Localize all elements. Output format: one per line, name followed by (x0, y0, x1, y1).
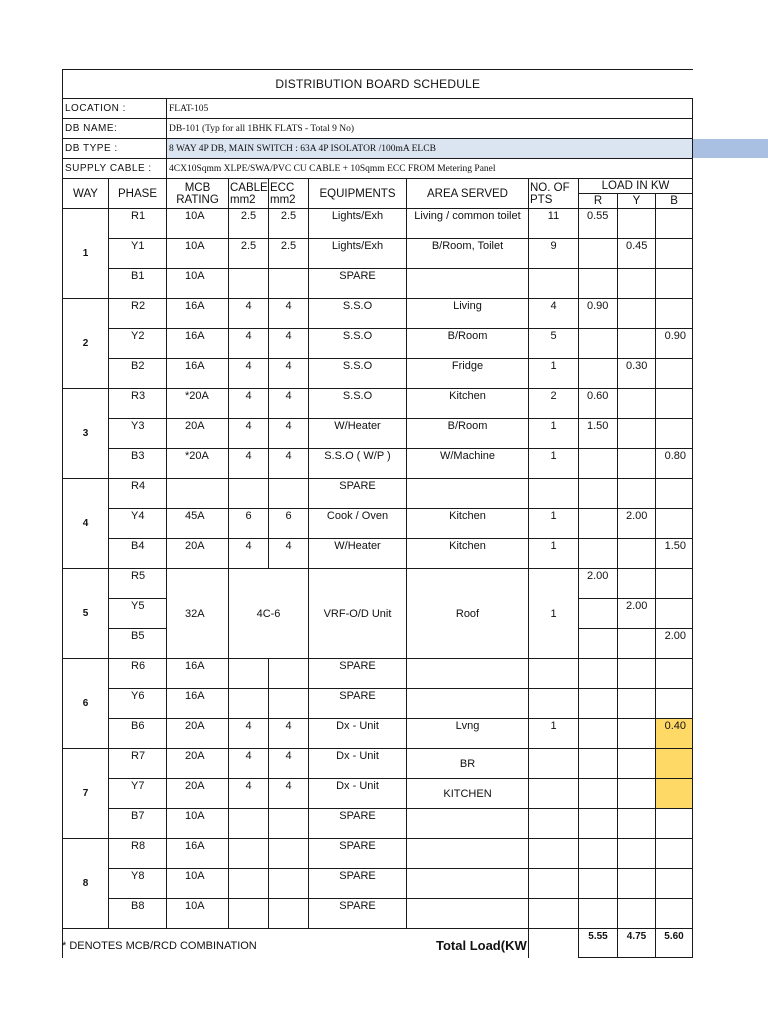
header-b: B (656, 194, 693, 209)
cable-cell[interactable]: 4 (229, 359, 269, 389)
load-b-cell[interactable] (656, 779, 693, 809)
load-b-cell[interactable]: 1.50 (656, 539, 693, 569)
mcb-cell[interactable]: *20A (167, 389, 229, 419)
ecc-cell[interactable] (269, 269, 309, 299)
table-row (63, 509, 693, 539)
area-cell[interactable]: Roof (407, 569, 529, 659)
mcb-cell[interactable]: 20A (167, 539, 229, 569)
load-y-cell[interactable]: 0.45 (618, 239, 656, 269)
mcb-cell[interactable]: 20A (167, 779, 229, 809)
ecc-cell[interactable] (269, 689, 309, 719)
sheet-title: DISTRIBUTION BOARD SCHEDULE (63, 70, 693, 99)
equipment-cell[interactable]: VRF-O/D Unit (309, 569, 407, 659)
load-b-cell[interactable] (656, 389, 693, 419)
header-way: WAY (63, 179, 109, 209)
pts-cell[interactable]: 1 (529, 509, 579, 539)
cable-cell[interactable]: 4 (229, 449, 269, 479)
cable-cell[interactable] (229, 269, 269, 299)
area-cell[interactable]: BR (407, 749, 529, 779)
pts-cell[interactable]: 1 (529, 449, 579, 479)
load-y-cell[interactable]: 2.00 (618, 509, 656, 539)
table-row (63, 539, 693, 569)
load-r-cell[interactable] (579, 719, 618, 749)
way-number: 2 (63, 299, 109, 389)
load-y-cell[interactable] (618, 749, 656, 779)
header-area-served: AREA SERVED (407, 179, 529, 209)
area-cell[interactable]: Lvng (407, 719, 529, 749)
table-row (63, 329, 693, 359)
equipment-cell[interactable]: SPARE (309, 689, 407, 719)
pts-cell[interactable]: 5 (529, 329, 579, 359)
load-b-cell[interactable] (656, 209, 693, 239)
equipment-cell[interactable]: SPARE (309, 839, 407, 869)
mcb-cell[interactable]: 10A (167, 869, 229, 899)
location-label: LOCATION : (63, 99, 167, 119)
header-mcb: MCB RATING (167, 179, 229, 209)
load-b-cell[interactable] (656, 569, 693, 599)
load-r-cell[interactable] (579, 869, 618, 899)
load-y-cell[interactable] (618, 389, 656, 419)
load-r-cell[interactable]: 0.90 (579, 299, 618, 329)
mcb-cell[interactable]: 32A (167, 569, 229, 659)
load-b-cell[interactable] (656, 299, 693, 329)
load-b-cell[interactable] (656, 689, 693, 719)
load-r-cell[interactable]: 0.60 (579, 389, 618, 419)
load-b-cell[interactable]: 0.80 (656, 449, 693, 479)
load-r-cell[interactable] (579, 239, 618, 269)
ecc-cell[interactable] (269, 659, 309, 689)
header-phase: PHASE (109, 179, 167, 209)
phase-cell[interactable]: B6 (109, 719, 167, 749)
equipment-cell[interactable]: SPARE (309, 269, 407, 299)
load-r-cell[interactable] (579, 359, 618, 389)
way-number: 1 (63, 209, 109, 299)
equipment-cell[interactable]: SPARE (309, 899, 407, 929)
equipment-cell[interactable]: S.S.O (309, 359, 407, 389)
ecc-cell[interactable]: 6 (269, 509, 309, 539)
cable-cell[interactable] (229, 809, 269, 839)
equipment-cell[interactable]: Lights/Exh (309, 209, 407, 239)
phase-cell[interactable]: Y6 (109, 689, 167, 719)
db-name-label: DB NAME: (63, 119, 167, 139)
mcb-cell[interactable] (167, 479, 229, 509)
ecc-cell[interactable]: 4 (269, 389, 309, 419)
mcb-cell[interactable]: 10A (167, 209, 229, 239)
load-r-cell[interactable] (579, 329, 618, 359)
cable-cell[interactable] (229, 689, 269, 719)
load-r-cell[interactable] (579, 539, 618, 569)
mcb-cell[interactable]: 10A (167, 269, 229, 299)
load-y-cell[interactable] (618, 539, 656, 569)
table-row (63, 839, 693, 869)
way-number: 8 (63, 839, 109, 929)
load-b-cell[interactable]: 0.40 (656, 719, 693, 749)
load-y-cell[interactable]: 0.30 (618, 359, 656, 389)
phase-cell[interactable]: Y2 (109, 329, 167, 359)
location-value[interactable]: FLAT-105 (167, 99, 693, 119)
load-y-cell[interactable] (618, 779, 656, 809)
ways-1-4 (63, 209, 693, 569)
ecc-cell[interactable]: 4 (269, 449, 309, 479)
load-b-cell[interactable] (656, 269, 693, 299)
load-r-cell[interactable] (579, 839, 618, 869)
mcb-cell[interactable]: *20A (167, 449, 229, 479)
cable-cell[interactable]: 4 (229, 419, 269, 449)
ecc-cell[interactable]: 4 (269, 329, 309, 359)
area-cell[interactable]: Living (407, 299, 529, 329)
cable-cell[interactable]: 2.5 (229, 209, 269, 239)
cable-cell[interactable]: 4 (229, 719, 269, 749)
load-r-cell[interactable] (579, 779, 618, 809)
cable-cell[interactable] (229, 479, 269, 509)
equipment-cell[interactable]: SPARE (309, 809, 407, 839)
pts-cell[interactable] (529, 839, 579, 869)
total-b-cell[interactable]: 5.60 (656, 929, 693, 958)
phase-cell[interactable]: R6 (109, 659, 167, 689)
equipment-cell[interactable]: Dx - Unit (309, 749, 407, 779)
mcb-cell[interactable]: 16A (167, 659, 229, 689)
area-cell[interactable] (407, 809, 529, 839)
supply-cable-value[interactable]: 4CX10Sqmm XLPE/SWA/PVC CU CABLE + 10Sqmm ECC FROM Metering Panel (167, 159, 693, 179)
ecc-cell[interactable] (269, 839, 309, 869)
pts-cell[interactable]: 1 (529, 359, 579, 389)
phase-cell[interactable]: Y4 (109, 509, 167, 539)
phase-cell[interactable]: R5 (109, 569, 167, 599)
pts-cell[interactable]: 1 (529, 569, 579, 659)
phase-cell[interactable]: R7 (109, 749, 167, 779)
phase-cell[interactable]: B1 (109, 269, 167, 299)
phase-cell[interactable]: Y1 (109, 239, 167, 269)
cable-cell[interactable]: 4 (229, 539, 269, 569)
mcb-cell[interactable]: 10A (167, 809, 229, 839)
load-b-cell[interactable] (656, 239, 693, 269)
equipment-cell[interactable]: Dx - Unit (309, 719, 407, 749)
equipment-cell[interactable]: SPARE (309, 869, 407, 899)
mcb-cell[interactable]: 20A (167, 749, 229, 779)
pts-cell[interactable] (529, 779, 579, 809)
load-y-cell[interactable] (618, 899, 656, 929)
ecc-cell[interactable]: 4 (269, 539, 309, 569)
area-cell[interactable] (407, 869, 529, 899)
phase-cell[interactable]: Y3 (109, 419, 167, 449)
load-b-cell[interactable] (656, 749, 693, 779)
ecc-cell[interactable]: 4 (269, 779, 309, 809)
table-row (63, 869, 693, 899)
selection-highlight-strip (692, 139, 768, 158)
load-b-cell[interactable] (656, 509, 693, 539)
mcb-cell[interactable]: 20A (167, 419, 229, 449)
ecc-cell[interactable] (269, 869, 309, 899)
load-y-cell[interactable]: 2.00 (618, 599, 656, 629)
load-r-cell[interactable] (579, 509, 618, 539)
mcb-cell[interactable]: 16A (167, 689, 229, 719)
header-r: R (579, 194, 618, 209)
table-row (63, 809, 693, 839)
phase-cell[interactable]: R2 (109, 299, 167, 329)
load-y-cell[interactable] (618, 659, 656, 689)
load-r-cell[interactable] (579, 749, 618, 779)
load-y-cell[interactable] (618, 869, 656, 899)
pts-cell[interactable]: 2 (529, 389, 579, 419)
area-cell[interactable]: Kitchen (407, 539, 529, 569)
phase-cell[interactable]: B7 (109, 809, 167, 839)
equipment-cell[interactable]: Lights/Exh (309, 239, 407, 269)
cable-cell[interactable] (229, 839, 269, 869)
cable-cell[interactable]: 4 (229, 749, 269, 779)
header-y: Y (618, 194, 656, 209)
equipment-cell[interactable]: S.S.O (309, 329, 407, 359)
load-y-cell[interactable] (618, 809, 656, 839)
load-b-cell[interactable] (656, 869, 693, 899)
phase-cell[interactable]: B8 (109, 899, 167, 929)
load-r-cell[interactable] (579, 659, 618, 689)
load-r-cell[interactable] (579, 449, 618, 479)
table-row (63, 749, 693, 779)
area-cell[interactable] (407, 479, 529, 509)
area-cell[interactable] (407, 659, 529, 689)
ecc-cell[interactable] (269, 899, 309, 929)
way-number: 4 (63, 479, 109, 569)
header-equipments: EQUIPMENTS (309, 179, 407, 209)
phase-cell[interactable]: R3 (109, 389, 167, 419)
area-cell[interactable]: KITCHEN (407, 779, 529, 809)
load-r-cell[interactable] (579, 599, 618, 629)
table-row (63, 689, 693, 719)
area-cell[interactable]: Living / common toilet (407, 209, 529, 239)
load-y-cell[interactable] (618, 839, 656, 869)
table-row (63, 209, 693, 239)
mcb-cell[interactable]: 45A (167, 509, 229, 539)
phase-cell[interactable]: Y7 (109, 779, 167, 809)
db-type-value[interactable]: 8 WAY 4P DB, MAIN SWITCH : 63A 4P ISOLATOR /100mA ELCB (167, 139, 693, 159)
db-name-value[interactable]: DB-101 (Typ for all 1BHK FLATS - Total 9 No) (167, 119, 693, 139)
load-r-cell[interactable]: 1.50 (579, 419, 618, 449)
pts-cell[interactable] (529, 659, 579, 689)
load-y-cell[interactable] (618, 329, 656, 359)
pts-cell[interactable] (529, 809, 579, 839)
area-cell[interactable] (407, 839, 529, 869)
mcb-cell[interactable]: 16A (167, 839, 229, 869)
load-b-cell[interactable] (656, 899, 693, 929)
distribution-board-schedule (62, 69, 692, 958)
total-r-cell[interactable]: 5.55 (579, 929, 618, 958)
total-y-cell[interactable]: 4.75 (618, 929, 656, 958)
equipment-cell[interactable]: S.S.O ( W/P ) (309, 449, 407, 479)
area-cell[interactable]: B/Room, Toilet (407, 239, 529, 269)
cable-cell[interactable] (229, 869, 269, 899)
equipment-cell[interactable]: W/Heater (309, 539, 407, 569)
ways-6-8 (63, 659, 693, 929)
ecc-cell[interactable]: 4 (269, 719, 309, 749)
pts-cell[interactable] (529, 479, 579, 509)
phase-cell[interactable]: Y8 (109, 869, 167, 899)
equipment-cell[interactable]: W/Heater (309, 419, 407, 449)
load-y-cell[interactable] (618, 449, 656, 479)
pts-cell[interactable]: 11 (529, 209, 579, 239)
cable-cell[interactable]: 4C-6 (229, 569, 309, 659)
area-cell[interactable]: Kitchen (407, 389, 529, 419)
supply-cable-label: SUPPLY CABLE : (63, 159, 167, 179)
header-ecc: ECC mm2 (269, 179, 309, 209)
load-b-cell[interactable] (656, 659, 693, 689)
db-type-label: DB TYPE : (63, 139, 167, 159)
pts-cell[interactable] (529, 749, 579, 779)
load-r-cell[interactable] (579, 269, 618, 299)
table-row (63, 359, 693, 389)
load-y-cell[interactable] (618, 479, 656, 509)
header-cable: CABLE mm2 (229, 179, 269, 209)
total-load-label: Total Load(KW (436, 938, 527, 953)
equipment-cell[interactable]: Dx - Unit (309, 779, 407, 809)
load-b-cell[interactable] (656, 479, 693, 509)
phase-cell[interactable]: B5 (109, 629, 167, 659)
load-b-cell[interactable] (656, 419, 693, 449)
pts-cell[interactable] (529, 869, 579, 899)
load-b-cell[interactable] (656, 359, 693, 389)
way-number: 5 (63, 569, 109, 659)
phase-cell[interactable]: B3 (109, 449, 167, 479)
phase-cell[interactable]: B4 (109, 539, 167, 569)
area-cell[interactable] (407, 689, 529, 719)
header-no-of-pts: NO. OF PTS (529, 179, 579, 209)
table-row (63, 419, 693, 449)
load-y-cell[interactable] (618, 569, 656, 599)
table-row (63, 269, 693, 299)
table-row (63, 719, 693, 749)
load-r-cell[interactable]: 0.55 (579, 209, 618, 239)
load-y-cell[interactable] (618, 719, 656, 749)
table-row (63, 449, 693, 479)
schedule-table (62, 69, 693, 958)
way-number: 3 (63, 389, 109, 479)
pts-cell[interactable] (529, 689, 579, 719)
load-y-cell[interactable] (618, 629, 656, 659)
ecc-cell[interactable]: 4 (269, 359, 309, 389)
ecc-cell[interactable] (269, 809, 309, 839)
equipment-cell[interactable]: Cook / Oven (309, 509, 407, 539)
total-spacer (529, 929, 579, 958)
cable-cell[interactable]: 4 (229, 389, 269, 419)
area-cell[interactable]: B/Room (407, 329, 529, 359)
load-b-cell[interactable] (656, 599, 693, 629)
load-y-cell[interactable] (618, 299, 656, 329)
equipment-cell[interactable]: S.S.O (309, 389, 407, 419)
phase-cell[interactable]: B2 (109, 359, 167, 389)
mcb-cell[interactable]: 16A (167, 299, 229, 329)
ecc-cell[interactable]: 2.5 (269, 209, 309, 239)
cable-cell[interactable]: 2.5 (229, 239, 269, 269)
table-row (63, 899, 693, 929)
way-number: 7 (63, 749, 109, 839)
pts-cell[interactable] (529, 899, 579, 929)
load-r-cell[interactable] (579, 689, 618, 719)
mcb-cell[interactable]: 10A (167, 899, 229, 929)
cable-cell[interactable] (229, 899, 269, 929)
mcb-cell[interactable]: 10A (167, 239, 229, 269)
cable-cell[interactable] (229, 659, 269, 689)
pts-cell[interactable]: 9 (529, 239, 579, 269)
cable-cell[interactable]: 4 (229, 329, 269, 359)
load-r-cell[interactable] (579, 479, 618, 509)
cable-cell[interactable]: 4 (229, 779, 269, 809)
load-b-cell[interactable] (656, 809, 693, 839)
area-cell[interactable]: W/Machine (407, 449, 529, 479)
table-row (63, 239, 693, 269)
load-y-cell[interactable] (618, 689, 656, 719)
pts-cell[interactable] (529, 269, 579, 299)
pts-cell[interactable]: 1 (529, 719, 579, 749)
equipment-cell[interactable]: SPARE (309, 659, 407, 689)
mcb-cell[interactable]: 20A (167, 719, 229, 749)
mcb-cell[interactable]: 16A (167, 329, 229, 359)
phase-cell[interactable]: R8 (109, 839, 167, 869)
way-number: 6 (63, 659, 109, 749)
pts-cell[interactable]: 1 (529, 419, 579, 449)
header-load-in-kw: LOAD IN KW (579, 179, 693, 194)
ecc-cell[interactable] (269, 479, 309, 509)
phase-cell[interactable]: Y5 (109, 599, 167, 629)
load-r-cell[interactable] (579, 809, 618, 839)
load-b-cell[interactable]: 0.90 (656, 329, 693, 359)
pts-cell[interactable]: 4 (529, 299, 579, 329)
area-cell[interactable]: Fridge (407, 359, 529, 389)
table-row (63, 389, 693, 419)
equipment-cell[interactable]: SPARE (309, 479, 407, 509)
pts-cell[interactable]: 1 (529, 539, 579, 569)
area-cell[interactable] (407, 899, 529, 929)
ecc-cell[interactable]: 4 (269, 299, 309, 329)
load-r-cell[interactable] (579, 629, 618, 659)
cable-cell[interactable]: 4 (229, 299, 269, 329)
load-y-cell[interactable] (618, 209, 656, 239)
load-b-cell[interactable] (656, 839, 693, 869)
load-y-cell[interactable] (618, 269, 656, 299)
way-5 (63, 569, 693, 659)
equipment-cell[interactable]: S.S.O (309, 299, 407, 329)
phase-cell[interactable]: R4 (109, 479, 167, 509)
area-cell[interactable]: B/Room (407, 419, 529, 449)
table-row (63, 479, 693, 509)
load-r-cell[interactable] (579, 899, 618, 929)
ecc-cell[interactable]: 2.5 (269, 239, 309, 269)
ecc-cell[interactable]: 4 (269, 419, 309, 449)
table-row (63, 659, 693, 689)
mcb-rcd-footnote: * DENOTES MCB/RCD COMBINATION (62, 940, 257, 952)
cable-cell[interactable]: 6 (229, 509, 269, 539)
phase-cell[interactable]: R1 (109, 209, 167, 239)
load-b-cell[interactable]: 2.00 (656, 629, 693, 659)
ecc-cell[interactable]: 4 (269, 749, 309, 779)
area-cell[interactable]: Kitchen (407, 509, 529, 539)
area-cell[interactable] (407, 269, 529, 299)
mcb-cell[interactable]: 16A (167, 359, 229, 389)
load-r-cell[interactable]: 2.00 (579, 569, 618, 599)
load-y-cell[interactable] (618, 419, 656, 449)
table-row (63, 779, 693, 809)
table-row (63, 299, 693, 329)
